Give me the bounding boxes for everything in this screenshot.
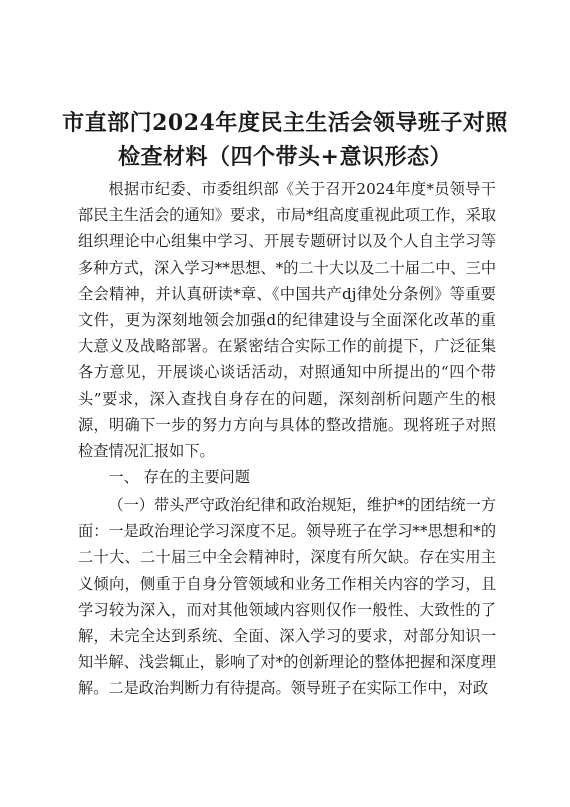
document-title-line2: 检查材料（四个带头+意识形态） xyxy=(118,144,452,170)
intro-paragraph-block xyxy=(78,176,496,464)
section-paragraph: （一）带头严守政治纪律和政治规矩，维护*的团结统一方面：一是政治理论学习深度不足。领导班子在学习**思想和*的二十大、二十届三中全会精神时，深度有所欠缺。存在实用主义倾向，侧重于自身分管领域和业务工作相关内容的学习，且学习较为深入，而对其他领域内容则仅作一般性、大致性的了解，未完全达到系统、全面、深入学习的要求，对部分知识一知半解、浅尝辄止，影响了对*的创新理论的整体把握和深度理解。二是政治判断力有待提高。领导班子在实际工作中，对政 xyxy=(78,496,496,698)
section-heading: 一、 存在的主要问题 xyxy=(108,468,250,486)
document-title-line1: 市直部门2024年度民主生活会领导班子对照 xyxy=(62,110,508,136)
intro-paragraph: 根据市纪委、市委组织部《关于召开2024年度*员领导干部民主生活会的通知》要求，市局*组高度重视此项工作，采取组织理论中心组集中学习、开展专题研讨以及个人自主学习等多种方式，深入学习**思想、*的二十大以及二十届二中、三中全会精神，并认真研读*章、《中国共产dj律处分条例》等重要文件，更为深刻地领会加强d的纪律建设与全面深化改革的重大意义及战略部署。在紧密结合实际工作的前提下，广泛征集各方意见，开展谈心谈话活动，对照通知中所提出的“四个带头”要求，深入查找自身存在的问题，深刻剖析问题产生的根源，明确下一步的努力方向与具体的整改措施。现将班子对照检查情况汇报如下。 xyxy=(78,180,496,461)
section-paragraph-block xyxy=(78,492,496,702)
